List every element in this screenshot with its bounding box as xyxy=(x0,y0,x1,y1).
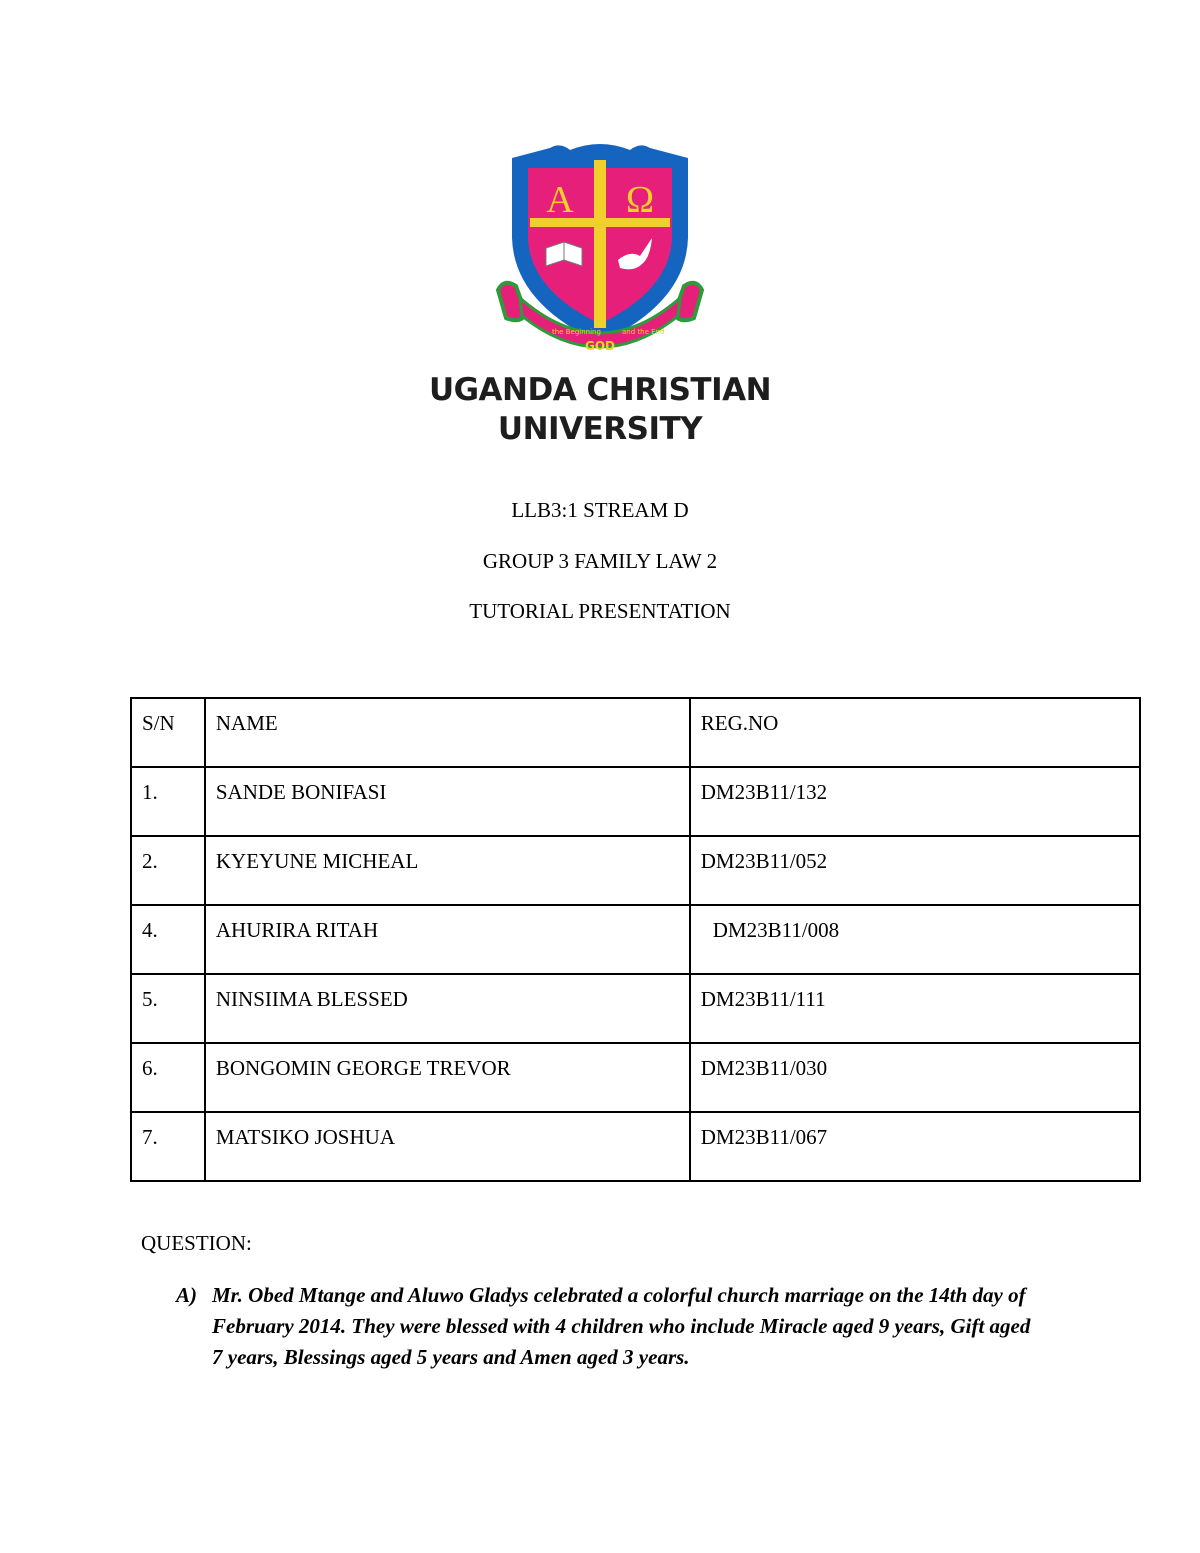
cell-regno: DM23B11/111 xyxy=(690,974,1140,1043)
table-row xyxy=(131,1043,1140,1112)
cell-name: AHURIRA RITAH xyxy=(205,905,690,974)
cell-name: KYEYUNE MICHEAL xyxy=(205,836,690,905)
cell-sn: 4. xyxy=(131,905,205,974)
group-members-table xyxy=(130,697,1141,1182)
table-header-row xyxy=(131,698,1140,767)
motto-center-text: GOD xyxy=(584,339,616,353)
table-row xyxy=(131,974,1140,1043)
table-row xyxy=(131,767,1140,836)
group-heading: GROUP 3 FAMILY LAW 2 xyxy=(482,549,718,573)
cell-sn: 6. xyxy=(131,1043,205,1112)
motto-left-text: the Beginning xyxy=(552,328,601,336)
cell-regno: DM23B11/067 xyxy=(690,1112,1140,1181)
cell-regno: DM23B11/132 xyxy=(690,767,1140,836)
university-crest-logo xyxy=(490,138,710,363)
cell-sn: 1. xyxy=(131,767,205,836)
presentation-heading: TUTORIAL PRESENTATION xyxy=(469,599,731,623)
question-text: Mr. Obed Mtange and Aluwo Gladys celebrated a colorful church marriage on the 14th day of February 2014. They were blessed with 4 children who include Miracle aged 9 years, Gift aged 7 years, Blessings aged 5 years and Amen aged 3 years. xyxy=(212,1283,1031,1369)
cross-vertical xyxy=(594,160,606,328)
header-sn: S/N xyxy=(131,698,205,767)
cell-sn: 5. xyxy=(131,974,205,1043)
table-row xyxy=(131,905,1140,974)
cell-name: SANDE BONIFASI xyxy=(205,767,690,836)
question-marker: A) xyxy=(176,1283,197,1307)
alpha-symbol: A xyxy=(546,179,574,221)
university-name-line1: UGANDA CHRISTIAN xyxy=(428,372,772,408)
course-stream-heading: LLB3:1 STREAM D xyxy=(511,498,689,522)
cell-sn: 2. xyxy=(131,836,205,905)
omega-symbol: Ω xyxy=(625,179,655,221)
header-regno: REG.NO xyxy=(690,698,1140,767)
cell-sn: 7. xyxy=(131,1112,205,1181)
cell-regno: DM23B11/008 xyxy=(690,905,1140,974)
question-label: QUESTION: xyxy=(141,1231,252,1255)
header-name: NAME xyxy=(205,698,690,767)
cell-regno: DM23B11/030 xyxy=(690,1043,1140,1112)
table-row xyxy=(131,1112,1140,1181)
cell-name: MATSIKO JOSHUA xyxy=(205,1112,690,1181)
university-name-line2: UNIVERSITY xyxy=(497,411,703,447)
cell-name: BONGOMIN GEORGE TREVOR xyxy=(205,1043,690,1112)
table-row xyxy=(131,836,1140,905)
cell-name: NINSIIMA BLESSED xyxy=(205,974,690,1043)
motto-right-text: and the End xyxy=(622,328,665,336)
cell-regno: DM23B11/052 xyxy=(690,836,1140,905)
